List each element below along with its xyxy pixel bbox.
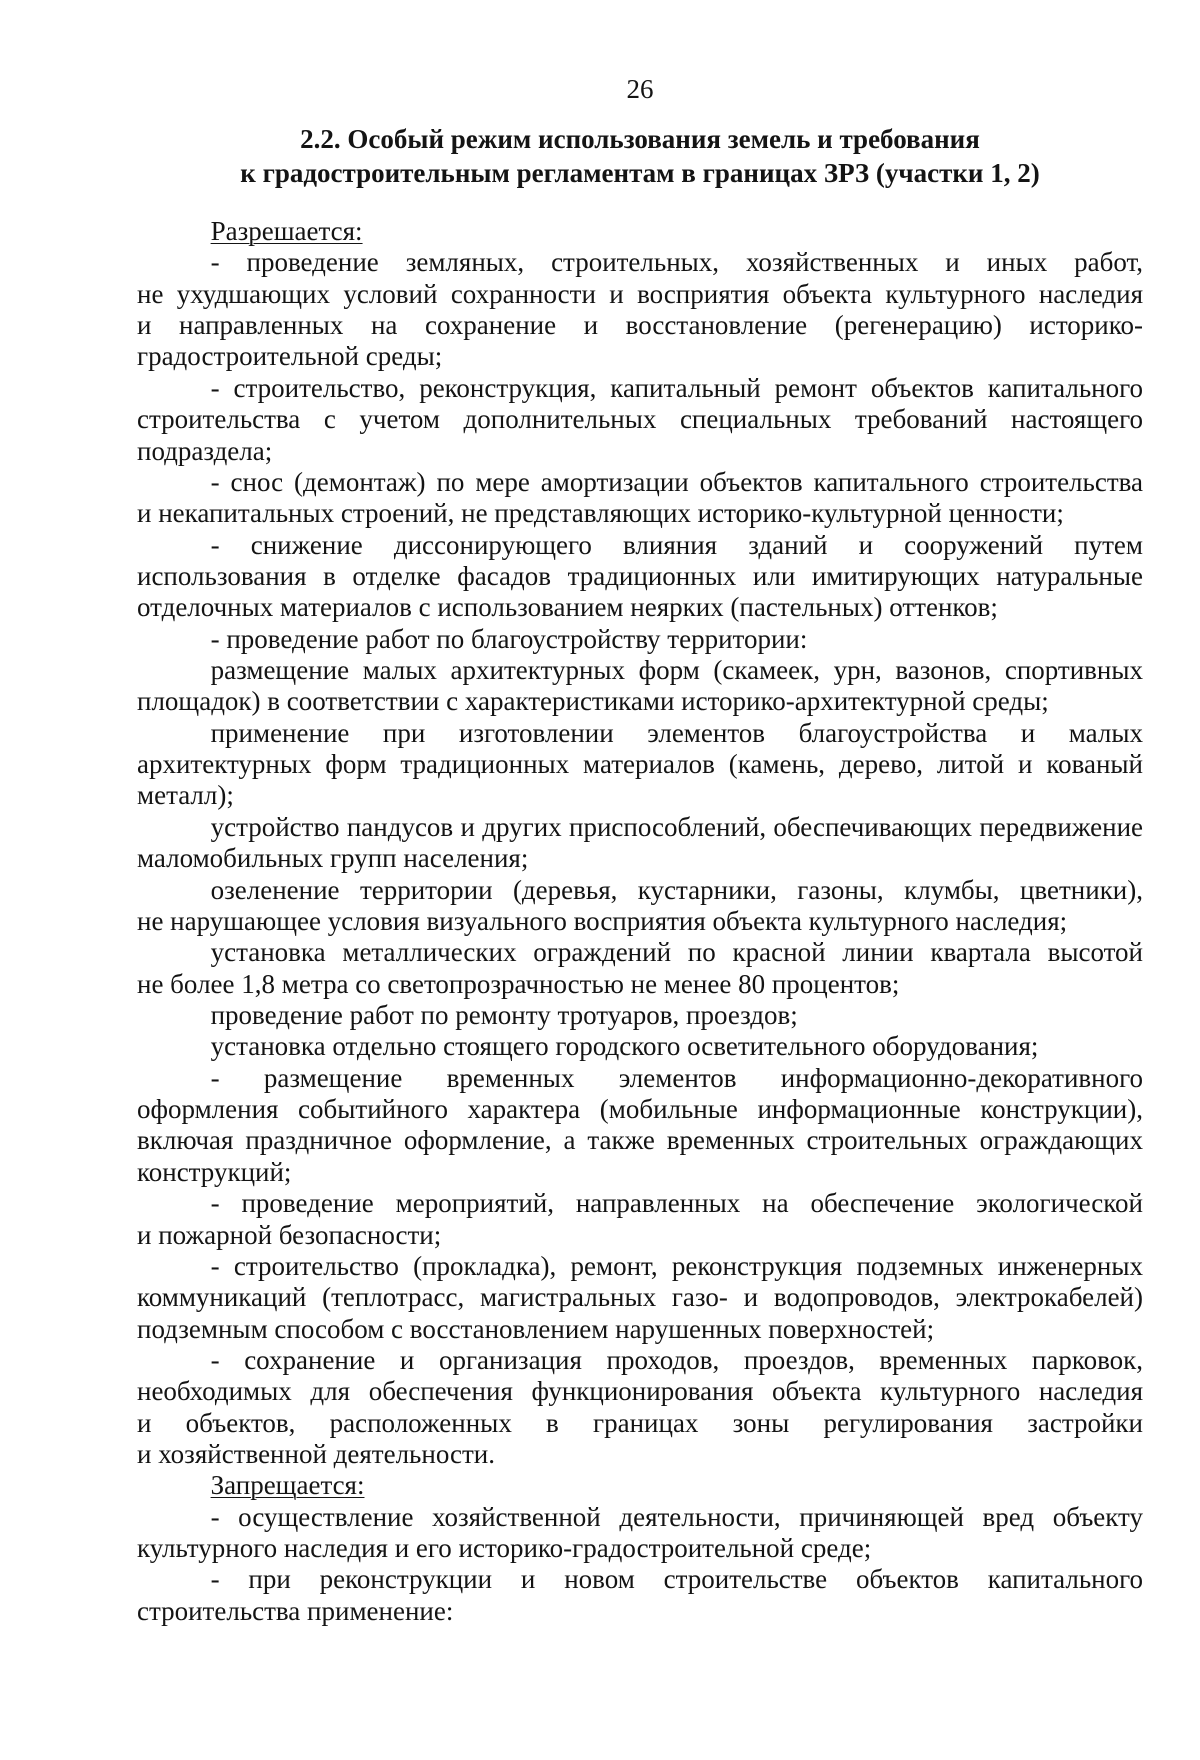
paragraph [137,937,1143,1000]
section-heading-line [137,1470,1143,1501]
text-line: коммуникаций (теплотрасс, магистральных газо- и водопроводов, электрокабелей) [137,1282,1143,1313]
text-line: применение при изготовлении элементов благоустройства и малых [210,717,1143,748]
paragraph [137,875,1143,938]
paragraph [137,1063,1143,1188]
text-line: градостроительной среды; [137,341,443,372]
text-line: оформления событийного характера (мобильные информационные конструкции), [137,1094,1143,1125]
section-heading: Разрешается: [210,216,363,246]
text-line: отделочных материалов с использованием неярких (пастельных) оттенков; [137,592,998,623]
section-heading-line [137,216,1143,247]
text-line: архитектурных форм традиционных материалов (камень, дерево, литой и кованый [137,749,1143,780]
text-line: и объектов, расположенных в границах зоны регулирования застройки [137,1407,1143,1438]
text-line: необходимых для обеспечения функционирования объекта культурного наследия [137,1376,1143,1407]
text-line: и пожарной безопасности; [137,1219,442,1250]
title-line: 2.2. Особый режим использования земель и требования [300,124,980,154]
text-line: культурного наследия и его историко-градостроительной среде; [137,1533,872,1564]
text-line: площадок) в соответствии с характеристиками историко-архитектурной среды; [137,686,1049,717]
paragraph [137,718,1143,812]
section [137,1470,1143,1627]
text-line: - осуществление хозяйственной деятельности, причиняющей вред объекту [210,1501,1143,1532]
title-line: к градостроительным регламентам в границах ЗРЗ (участки 1, 2) [240,157,1040,188]
text-line: строительства применение: [137,1595,454,1626]
text-line: не нарушающее условия визуального восприятия объекта культурного наследия; [137,905,1068,936]
text-line: использования в отделке фасадов традиционных или имитирующих натуральные [137,560,1143,591]
paragraph [137,530,1143,624]
text-line: - проведение работ по благоустройству территории: [210,623,808,654]
text-line: - снос (демонтаж) по мере амортизации объектов капитального строительства [210,466,1143,497]
paragraph [137,812,1143,875]
text-line: - строительство (прокладка), ремонт, реконструкция подземных инженерных [210,1250,1143,1281]
section-heading: Запрещается: [210,1470,365,1501]
paragraph [137,247,1143,372]
paragraph [137,1564,1143,1627]
paragraph [137,1000,1143,1031]
document-title [137,123,1143,190]
text-line: строительства с учетом дополнительных специальных требований настоящего [137,404,1143,435]
paragraph [137,1251,1143,1345]
text-line: установка металлических ограждений по красной линии квартала высотой [210,937,1143,968]
document-body [137,216,1143,1627]
text-line: проведение работ по ремонту тротуаров, проездов; [210,999,798,1030]
page-number: 26 [626,74,654,104]
text-line: металл); [137,780,234,811]
text-line: и хозяйственной деятельности. [137,1439,495,1470]
text-line: и некапитальных строений, не представляющих историко-культурной ценности; [137,498,1064,529]
text-line: конструкций; [137,1156,292,1187]
text-line: - снижение диссонирующего влияния зданий и сооружений путем [210,529,1143,560]
text-line: - проведение земляных, строительных, хозяйственных и иных работ, [210,247,1143,278]
text-line: размещение малых архитектурных форм (скамеек, урн, вазонов, спортивных [210,655,1143,686]
text-line: установка отдельно стоящего городского осветительного оборудования; [210,1031,1039,1062]
text-line: и направленных на сохранение и восстановление (регенерацию) историко- [137,310,1143,341]
text-line: - при реконструкции и новом строительстве объектов капитального [210,1564,1143,1595]
paragraph [137,1502,1143,1565]
paragraph [137,373,1143,467]
text-line: устройство пандусов и других приспособлений, обеспечивающих передвижение [210,811,1143,842]
text-line: подземным способом с восстановлением нарушенных поверхностей; [137,1313,935,1344]
section [137,216,1143,1470]
paragraph [137,467,1143,530]
paragraph [137,624,1143,655]
paragraph [137,1188,1143,1251]
text-line: озеленение территории (деревья, кустарники, газоны, клумбы, цветники), [210,874,1143,905]
paragraph [137,1031,1143,1062]
text-line: не более 1,8 метра со светопрозрачностью не менее 80 процентов; [137,968,900,999]
text-line: включая праздничное оформление, а также временных строительных ограждающих [137,1125,1143,1156]
paragraph [137,655,1143,718]
text-line: не ухудшающих условий сохранности и восприятия объекта культурного наследия [137,278,1143,309]
paragraph [137,1345,1143,1470]
text-line: - размещение временных элементов информационно-декоративного [210,1062,1143,1093]
text-line: маломобильных групп населения; [137,843,529,874]
text-line: подраздела; [137,435,273,466]
text-line: - проведение мероприятий, направленных на обеспечение экологической [210,1188,1143,1219]
text-line: - сохранение и организация проходов, проездов, временных парковок, [210,1344,1143,1375]
text-line: - строительство, реконструкция, капитальный ремонт объектов капитального [210,372,1143,403]
